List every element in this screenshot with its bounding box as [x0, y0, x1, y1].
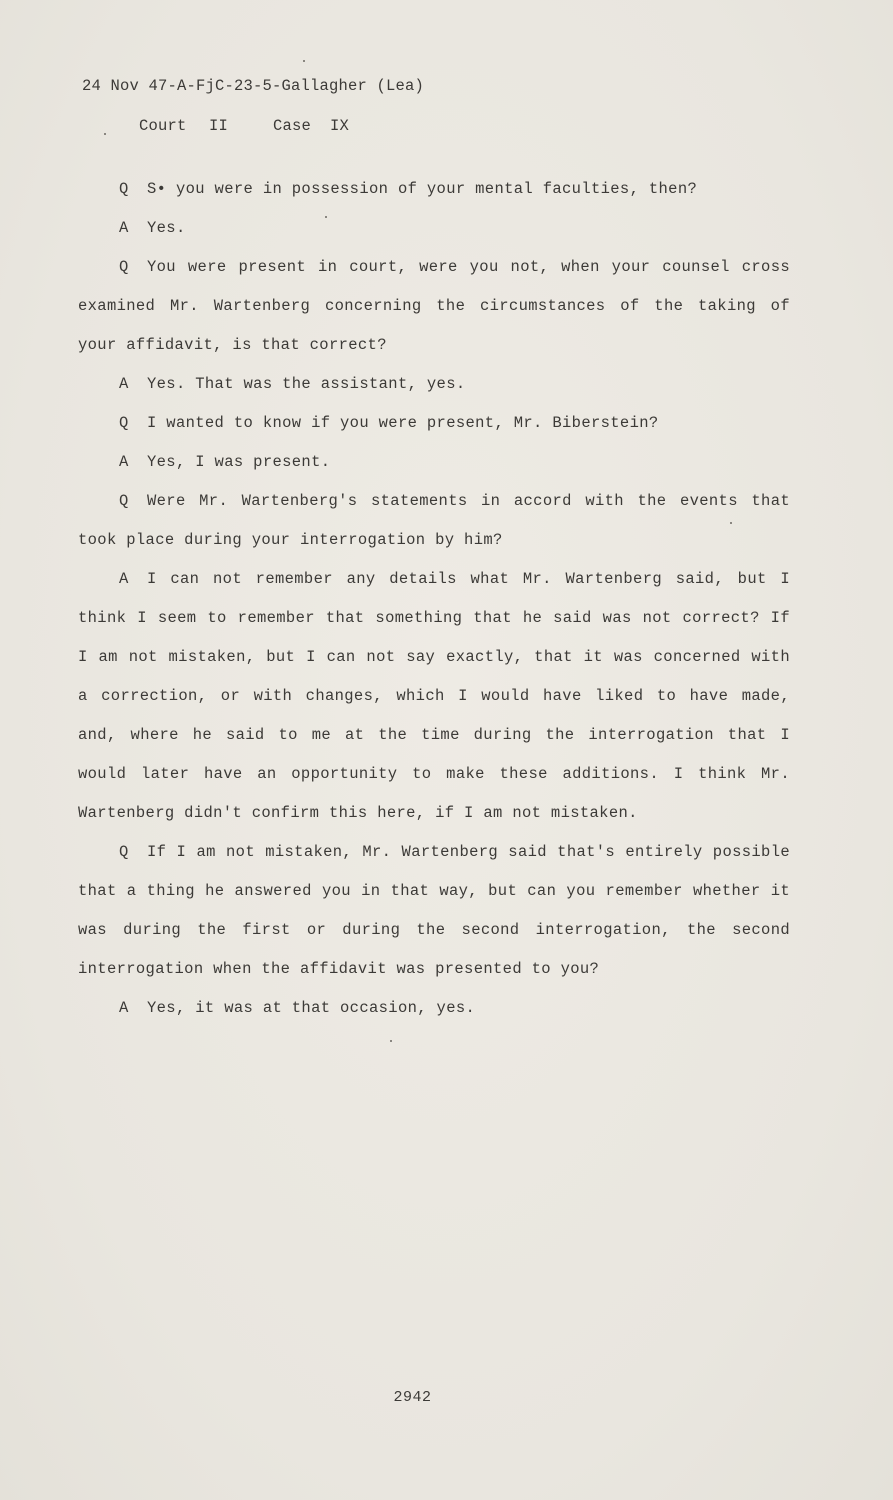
court-value: II: [209, 117, 229, 135]
transcript-paragraph: [78, 365, 790, 404]
paragraph-text: If I am not mistaken, Mr. Wartenberg said that's entirely possible that a thing he answered you in that way, but can you remember whether it was during the first or during the second interrogation, the second interrogation when the affidavit was presented to you?: [78, 843, 790, 978]
paragraph-text: I can not remember any details what Mr. Wartenberg said, but I think I seem to remember that something that he said was not correct? If I am not mistaken, but I can not say exactly, that it was concerned with a correction, or with changes, which I would have liked to have made, and, where he said to me at the time during the interrogation that I would later have an opportunity to make these additions. I think Mr. Wartenberg didn't confirm this here, if I am not mistaken.: [78, 570, 790, 822]
transcript-paragraph: [78, 404, 790, 443]
document-header: [82, 76, 424, 156]
paragraph-text: You were present in court, were you not, when your counsel cross examined Mr. Wartenberg concerning the circumstances of the taking of your affidavit, is that correct?: [78, 258, 790, 354]
paragraph-text: I wanted to know if you were present, Mr. Biberstein?: [147, 414, 659, 432]
speaker-label: A: [119, 219, 129, 237]
transcript-paragraph: [78, 443, 790, 482]
speaker-label: Q: [119, 492, 129, 510]
header-reference-line: 24 Nov 47-A-FjC-23-5-Gallagher (Lea): [82, 77, 425, 95]
paragraph-text: Yes, I was present.: [147, 453, 331, 471]
paper-speck: [325, 216, 327, 218]
court-label: Court: [139, 117, 187, 135]
speaker-label: A: [119, 570, 129, 588]
paper-speck: [104, 133, 106, 135]
transcript-paragraph: [78, 248, 790, 365]
paragraph-text: S• you were in possession of your mental faculties, then?: [147, 180, 698, 198]
paragraph-text: Yes, it was at that occasion, yes.: [147, 999, 476, 1017]
speaker-label: A: [119, 375, 129, 393]
transcript-paragraph: [78, 170, 790, 209]
paragraph-text: Yes.: [147, 219, 186, 237]
page-number: 2942: [393, 1389, 432, 1406]
transcript-paragraph: [78, 560, 790, 833]
speaker-label: Q: [119, 258, 129, 276]
speaker-label: A: [119, 999, 129, 1017]
speaker-label: A: [119, 453, 129, 471]
transcript-paragraph: [78, 209, 790, 248]
paragraph-text: Were Mr. Wartenberg's statements in accord with the events that took place during your interrogation by him?: [78, 492, 790, 549]
paper-speck: [303, 60, 305, 62]
transcript-paragraph: [78, 833, 790, 989]
speaker-label: Q: [119, 414, 129, 432]
case-label: Case: [273, 117, 312, 135]
paper-speck: [390, 1040, 392, 1042]
transcript-paragraph: [78, 482, 790, 560]
paper-speck: [730, 522, 732, 524]
case-value: IX: [330, 117, 350, 135]
paragraph-text: Yes. That was the assistant, yes.: [147, 375, 466, 393]
header-court-case-line: [82, 96, 424, 156]
speaker-label: Q: [119, 180, 129, 198]
speaker-label: Q: [119, 843, 129, 861]
transcript-body: [78, 170, 790, 1028]
transcript-paragraph: [78, 989, 790, 1028]
